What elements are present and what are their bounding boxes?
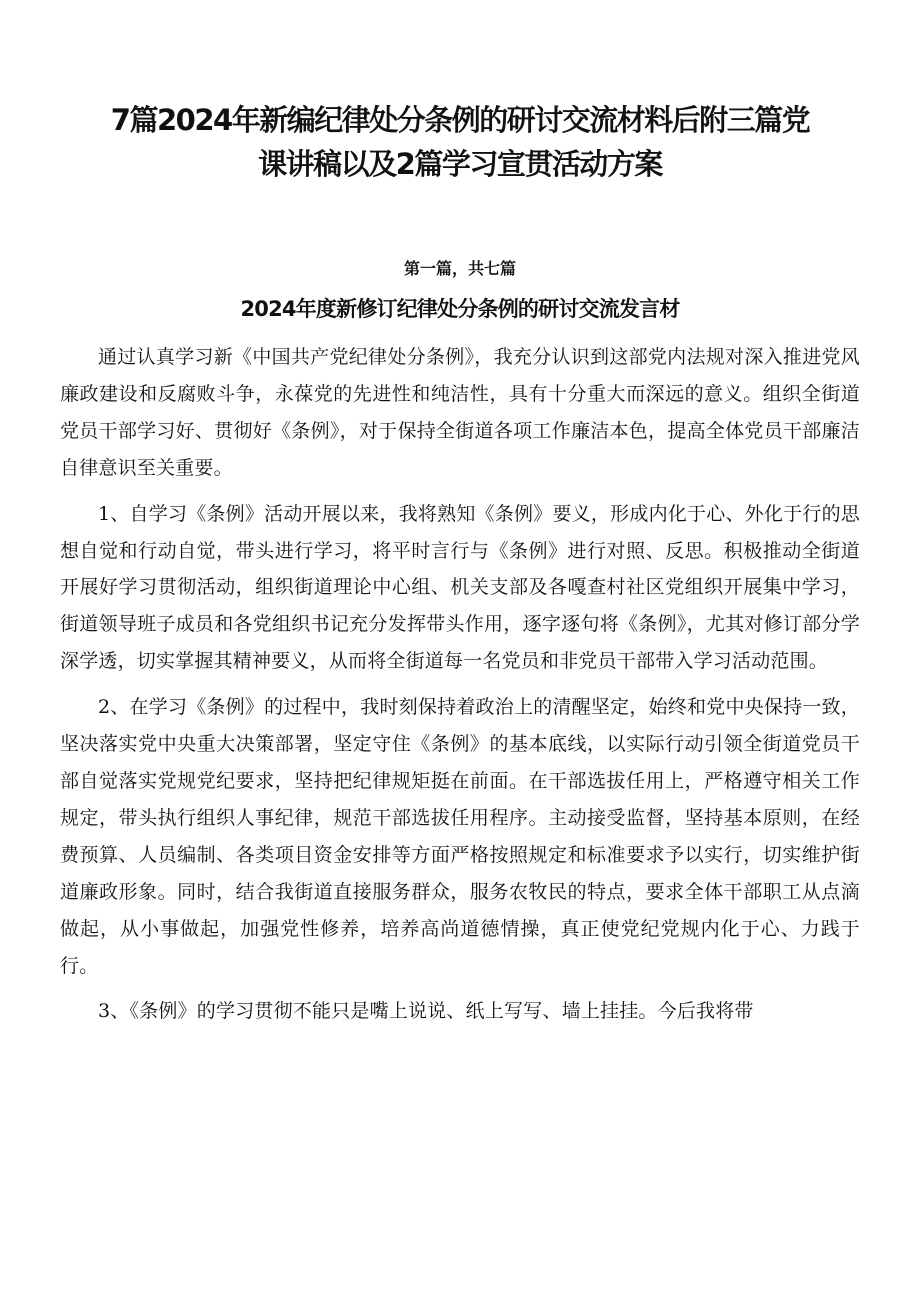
section-label: 第一篇，共七篇 (403, 259, 516, 278)
document-body (60, 339, 860, 1039)
section-title: 2024年度新修订纪律处分条例的研讨交流发言材 (240, 297, 680, 321)
paragraph-point-3: 3、《条例》的学习贯彻不能只是嘴上说说、纸上写写、墙上挂挂。今后我将带 (98, 1000, 754, 1023)
paragraph-point-1: 1、自学习《条例》活动开展以来，我将熟知《条例》要义，形成内化于心、外化于行的思想自觉和行动自觉，带头进行学习，将平时言行与《条例》进行对照、反思。积极推动全街道开展好学习贯彻活动，组织街道理论中心组、机关支部及各嘎查村社区党组织开展集中学习，街道领导班子成员和各党组织书记充分发挥带头作用，逐字逐句将《条例》，尤其对修订部分学深学透，切实掌握其精神要义，从而将全街道每一名党员和非党员干部带入学习活动范围。 (60, 502, 860, 673)
document-title: 7篇2024年新编纪律处分条例的研讨交流材料后附三篇党课讲稿以及2篇学习宣贯活动方案 (110, 103, 810, 181)
paragraph-intro: 通过认真学习新《中国共产党纪律处分条例》，我充分认识到这部党内法规对深入推进党风廉政建设和反腐败斗争，永葆党的先进性和纯洁性，具有十分重大而深远的意义。组织全街道党员干部学习好、贯彻好《条例》，对于保持全街道各项工作廉洁本色，提高全体党员干部廉洁自律意识至关重要。 (60, 346, 860, 479)
paragraph-point-2: 2、在学习《条例》的过程中，我时刻保持着政治上的清醒坚定，始终和党中央保持一致，坚决落实党中央重大决策部署，坚定守住《条例》的基本底线，以实际行动引领全街道党员干部自觉落实党规党纪要求，坚持把纪律规矩挺在前面。在干部选拔任用上，严格遵守相关工作规定，带头执行组织人事纪律，规范干部选拔任用程序。主动接受监督，坚持基本原则，在经费预算、人员编制、各类项目资金安排等方面严格按照规定和标准要求予以实行，切实维护街道廉政形象。同时，结合我街道直接服务群众，服务农牧民的特点，要求全体干部职工从点滴做起，从小事做起，加强党性修养，培养高尚道德情操，真正使党纪党规内化于心、力践于行。 (60, 696, 860, 977)
